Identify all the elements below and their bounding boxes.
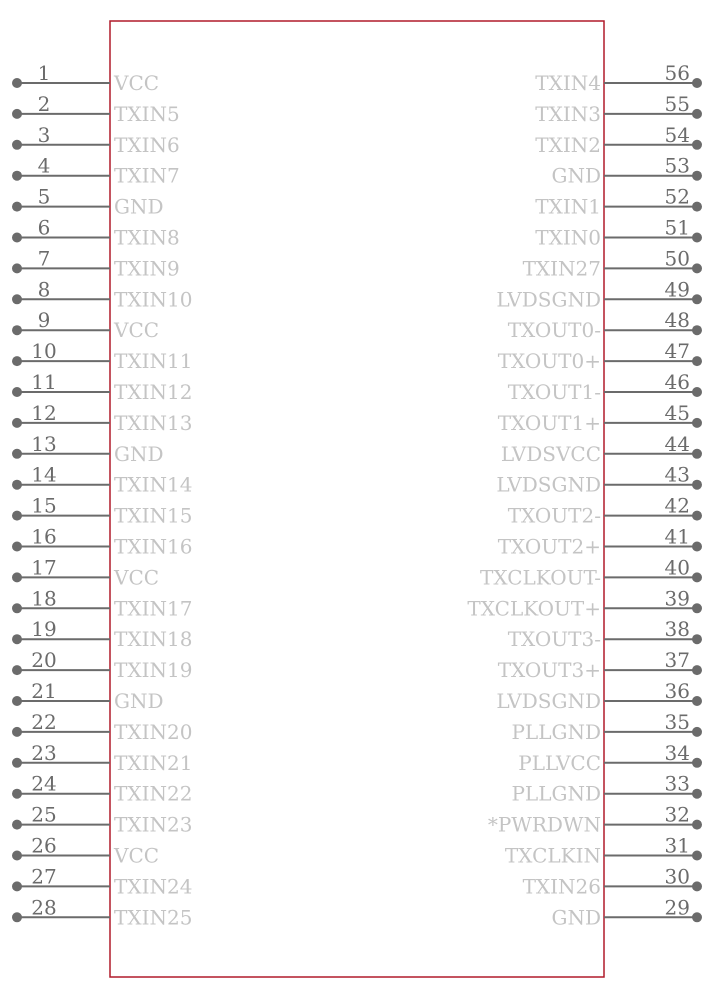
pin-terminal[interactable] [692,109,702,119]
pin-3 [12,123,180,157]
pin-32 [488,803,702,837]
pin-26 [12,834,159,868]
pin-terminal[interactable] [12,325,22,335]
pin-number: 40 [664,555,690,580]
pin-30 [523,864,702,898]
pin-8 [12,277,192,311]
pin-name: VCC [114,318,160,343]
pin-number: 14 [31,462,57,487]
pin-name: TXOUT2+ [497,534,601,559]
pin-name: GND [114,441,164,466]
pin-name: TXIN13 [114,410,193,435]
pin-terminal[interactable] [12,480,22,490]
pin-name: TXIN25 [114,905,193,930]
pin-name: PLLVCC [518,750,601,775]
pin-terminal[interactable] [12,356,22,366]
pin-terminal[interactable] [692,418,702,428]
pin-terminal[interactable] [692,820,702,830]
pin-45 [498,401,702,435]
pin-18 [12,586,192,620]
pin-name: TXIN3 [535,101,601,126]
pin-name: TXIN14 [114,472,193,497]
pin-51 [535,216,702,250]
pin-42 [508,494,702,528]
pin-46 [508,370,702,404]
pin-number: 16 [31,524,57,549]
pin-name: TXOUT1- [507,380,601,404]
pin-name: TXIN10 [114,287,193,312]
left-pin-group [12,61,192,929]
pin-terminal[interactable] [12,542,22,552]
pin-terminal[interactable] [12,851,22,861]
pin-33 [511,772,702,806]
pin-name: TXIN1 [535,194,601,219]
pin-number: 51 [664,215,690,240]
pin-terminal[interactable] [12,202,22,212]
pin-terminal[interactable] [692,263,702,273]
pin-number: 18 [31,586,57,611]
pin-terminal[interactable] [692,789,702,799]
pin-name: TXIN18 [114,627,193,652]
pin-terminal[interactable] [12,727,22,737]
pin-terminal[interactable] [692,758,702,768]
pin-name: TXOUT2- [507,503,601,528]
pin-name: TXOUT1+ [497,410,601,435]
pin-terminal[interactable] [692,387,702,397]
pin-terminal[interactable] [692,696,702,706]
pin-name: TXOUT0- [507,318,601,343]
pin-40 [480,555,702,589]
pin-52 [535,185,702,219]
pin-number: 50 [664,246,690,271]
pin-terminal[interactable] [12,418,22,428]
pin-38 [508,617,702,651]
pin-29 [551,895,702,929]
pin-terminal[interactable] [692,542,702,552]
pin-number: 25 [31,802,57,827]
pin-name: GND [114,194,164,219]
pin-12 [12,401,192,435]
pin-21 [12,679,164,713]
pin-terminal[interactable] [692,511,702,521]
pin-terminal[interactable] [692,480,702,490]
pin-number: 32 [664,802,690,827]
pin-name: TXIN7 [114,163,180,188]
pin-48 [508,308,702,342]
pin-6 [12,216,180,250]
pin-number: 46 [664,370,690,394]
pin-number: 11 [31,370,57,394]
pin-number: 9 [37,308,51,333]
pin-number: 4 [37,153,51,178]
pin-number: 26 [31,833,57,858]
pin-name: TXIN2 [535,132,601,157]
pin-name: TXIN0 [535,225,601,250]
pin-name: TXIN4 [535,71,601,95]
pin-43 [496,463,702,497]
pin-number: 54 [664,122,690,147]
pin-34 [518,741,702,775]
pin-47 [498,339,702,373]
pin-terminal[interactable] [12,263,22,273]
pin-2 [12,92,180,126]
pin-name: LVDSVCC [500,441,601,466]
pin-terminal[interactable] [692,851,702,861]
pin-number: 10 [31,339,57,364]
pin-number: 35 [664,709,690,734]
pin-number: 29 [664,895,690,920]
pin-terminal[interactable] [692,171,702,181]
pin-name: TXIN26 [522,874,601,899]
pin-number: 45 [664,400,690,425]
pin-number: 55 [664,91,690,116]
pin-27 [12,864,192,898]
pin-13 [12,432,164,466]
pin-name: TXIN20 [114,719,193,744]
pin-terminal[interactable] [12,109,22,119]
pin-10 [12,339,192,373]
pin-number: 24 [31,771,57,796]
pin-terminal[interactable] [12,665,22,675]
pin-name: TXIN22 [114,781,193,806]
pin-number: 31 [664,833,690,858]
pin-number: 13 [31,431,57,456]
pin-53 [551,154,702,188]
pin-terminal[interactable] [692,727,702,737]
pin-terminal[interactable] [12,171,22,181]
pin-terminal[interactable] [12,696,22,706]
pin-name: LVDSGND [496,472,601,497]
pin-number: 39 [664,586,690,611]
pin-number: 37 [664,648,690,673]
pin-terminal[interactable] [12,387,22,397]
pin-41 [498,525,702,559]
pin-50 [523,246,702,280]
pin-terminal[interactable] [12,572,22,582]
pin-number: 44 [664,431,690,456]
pin-terminal[interactable] [12,881,22,891]
pin-number: 47 [664,339,690,364]
pin-terminal[interactable] [692,665,702,675]
pin-terminal[interactable] [692,603,702,613]
pin-name: VCC [114,71,160,95]
pin-number: 41 [664,524,690,549]
pin-number: 53 [664,153,690,178]
pin-name: TXIN16 [114,534,193,559]
pin-19 [12,617,192,651]
pin-name: TXIN15 [114,503,193,528]
pin-name: VCC [114,843,160,868]
pin-number: 48 [664,308,690,333]
pin-14 [12,463,192,497]
pin-28 [12,895,192,929]
pin-number: 36 [664,679,690,703]
pin-name: TXIN9 [114,256,180,281]
pin-number: 3 [37,122,51,147]
pin-number: 5 [37,184,51,209]
right-pin-group [467,61,702,929]
pin-name: TXIN21 [114,750,193,775]
pin-24 [12,772,192,806]
pin-44 [501,432,702,466]
pin-49 [496,277,702,311]
pin-name: TXCLKOUT+ [467,596,601,621]
pin-56 [535,61,702,95]
pin-terminal[interactable] [12,603,22,613]
pin-number: 19 [31,617,57,642]
pin-37 [498,648,702,682]
pin-number: 2 [37,91,51,116]
pin-20 [12,648,192,682]
pin-name: *PWRDWN [487,812,601,837]
pin-number: 30 [664,864,690,889]
pin-36 [496,679,702,713]
pin-15 [12,494,192,528]
pin-4 [12,154,180,188]
pin-number: 42 [664,493,690,518]
pin-terminal[interactable] [12,758,22,768]
pin-name: GND [551,905,601,930]
pin-5 [12,185,164,219]
pin-name: TXIN5 [114,101,180,126]
pin-terminal[interactable] [12,820,22,830]
pin-number: 20 [31,648,57,673]
pin-name: TXOUT3- [507,627,601,652]
pin-number: 27 [31,864,57,889]
pin-terminal[interactable] [692,572,702,582]
pin-name: TXIN27 [522,256,601,281]
pin-terminal[interactable] [12,449,22,459]
pin-number: 15 [31,493,57,518]
pin-9 [12,308,159,342]
pin-name: TXCLKOUT- [480,565,601,590]
pin-name: TXCLKIN [504,843,601,868]
pin-name: TXIN6 [114,132,180,157]
pin-number: 12 [31,400,57,425]
pin-terminal[interactable] [12,140,22,150]
pin-terminal[interactable] [692,634,702,644]
pin-number: 7 [37,246,51,271]
pin-terminal[interactable] [12,294,22,304]
pin-16 [12,525,192,559]
pin-name: TXIN19 [114,658,193,683]
pin-name: PLLGND [511,781,601,806]
pin-terminal[interactable] [692,356,702,366]
pin-terminal[interactable] [12,233,22,243]
pin-number: 28 [31,895,57,920]
pin-terminal[interactable] [692,294,702,304]
pin-name: GND [551,163,601,188]
pin-terminal[interactable] [692,140,702,150]
pin-name: PLLGND [511,719,601,744]
pin-terminal[interactable] [692,881,702,891]
pin-terminal[interactable] [692,912,702,922]
pin-name: TXOUT0+ [497,349,601,374]
pin-number: 52 [664,184,690,209]
pin-11 [12,370,192,404]
pin-name: TXIN24 [114,874,193,899]
pin-terminal[interactable] [12,912,22,922]
pin-25 [12,803,192,837]
pin-54 [535,123,702,157]
pin-name: TXOUT3+ [497,658,601,683]
pin-terminal[interactable] [692,233,702,243]
pin-17 [12,555,159,589]
pin-name: GND [114,689,164,713]
pin-number: 23 [31,740,57,765]
pin-number: 1 [37,61,51,85]
pin-terminal[interactable] [692,449,702,459]
pin-number: 38 [664,617,690,642]
pin-name: TXIN12 [114,380,193,404]
pin-name: TXIN23 [114,812,193,837]
pin-number: 8 [37,277,51,302]
pin-number: 33 [664,771,690,796]
pin-35 [511,710,702,744]
pin-1 [12,61,159,95]
pin-number: 21 [31,679,57,703]
pin-55 [535,92,702,126]
pin-number: 22 [31,709,57,734]
pin-number: 34 [664,740,690,765]
pin-terminal[interactable] [12,511,22,521]
pin-terminal[interactable] [12,634,22,644]
pin-number: 49 [664,277,690,302]
pin-name: TXIN8 [114,225,180,250]
pin-terminal[interactable] [12,78,22,88]
pin-terminal[interactable] [692,325,702,335]
pin-name: TXIN11 [114,349,193,374]
pin-name: LVDSGND [496,689,601,713]
pin-number: 17 [31,555,57,580]
pin-number: 43 [664,462,690,487]
pin-23 [12,741,192,775]
pin-number: 6 [37,215,51,240]
pin-name: TXIN17 [114,596,193,621]
pin-number: 56 [664,61,690,85]
pin-name: LVDSGND [496,287,601,312]
pin-39 [467,586,702,620]
pin-terminal[interactable] [692,78,702,88]
pin-7 [12,246,180,280]
pin-terminal[interactable] [692,202,702,212]
pin-terminal[interactable] [12,789,22,799]
pin-22 [12,710,192,744]
pin-name: VCC [114,565,160,590]
